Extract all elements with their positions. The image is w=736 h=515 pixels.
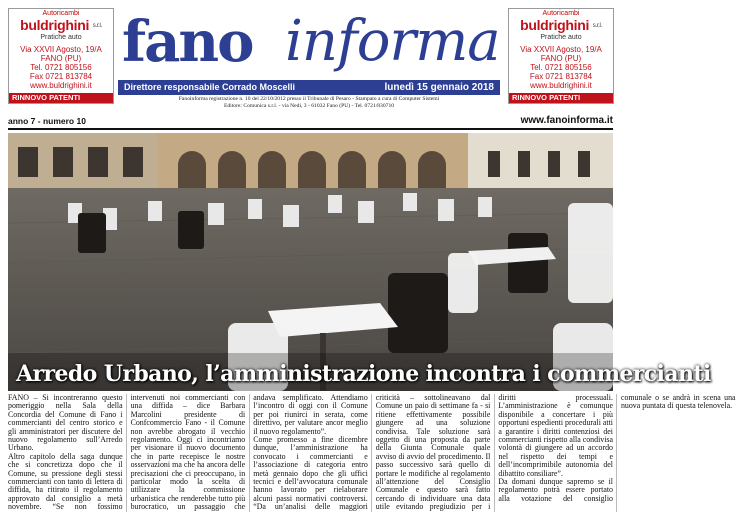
article-paragraph: Altro capitolo della saga dunque che si concretizza dopo che il Comune, su pressione degli stessi commercianti con tanto di lettera di diffida, ha ritirato il regolamento approvato dal consiglio a metà novembre. “Se non fossimo intervenuti noi commercianti con una diffida – dice Barbara Marcolini presidente di Confcommercio Fano - il Comune non avrebbe abrogato il vecchio regolamento. Oggi ci incontriamo per visionare il nuovo documento che in parte recepisce le nostre osservazioni ma che ha ancora delle precisazioni che ci preoccupano, in particolar modo la scelta di utilizzare la commissione urbanistica che renderebbe tutto più burocratico, un passaggio che andava semplificato. Attendiamo l’incontro di oggi con il Comune per poi riunirci in serata, come direttivo, per valutare ancor meglio il nuovo regolamento”. — [8, 393, 368, 512]
issue-date: lunedì 15 gennaio 2018 — [384, 82, 494, 93]
article-photo — [8, 133, 613, 391]
ad-band: RINNOVO PATENTI — [9, 93, 113, 103]
right-advertisement[interactable] — [508, 8, 614, 104]
header-divider — [8, 128, 613, 130]
ad-band: RINNOVO PATENTI — [509, 93, 613, 103]
logo-word-informa: informa — [285, 9, 500, 74]
website-link[interactable]: www.fanoinforma.it — [520, 115, 613, 126]
ad-subtitle: Pratiche auto — [40, 33, 82, 41]
publisher-line: Editore: Comunica s.r.l. - via Nedi, 3 - 61032 Fano (PU) - Tel. 0721/830710 — [223, 103, 395, 109]
ad-category: Autoricambi — [542, 10, 580, 17]
ad-brand: buldrighini s.r.l. — [20, 17, 102, 33]
registration-info — [118, 96, 500, 110]
logo-word-fano: fano — [122, 9, 253, 75]
ad-address: Via XXVII Agosto, 19/A — [20, 44, 102, 54]
ad-category: Autoricambi — [42, 10, 80, 17]
ad-city: FANO (PU) — [540, 53, 582, 63]
masthead-logo[interactable] — [120, 6, 502, 81]
ad-phone: Tel. 0721 805156 — [530, 62, 592, 72]
article-headline[interactable]: Arredo Urbano, l’amministrazione incontra i commercianti — [16, 361, 711, 387]
masthead-bar — [118, 80, 500, 95]
left-advertisement[interactable] — [8, 8, 114, 104]
article-body — [8, 393, 736, 512]
ad-address: Via XXVII Agosto, 19/A — [520, 44, 602, 54]
ad-website-link[interactable]: www.buldrighini.it — [530, 80, 592, 90]
ad-fax: Fax 0721 813784 — [529, 71, 593, 81]
piazza-photo-illustration — [8, 133, 613, 391]
ad-phone: Tel. 0721 805156 — [30, 62, 92, 72]
ad-website-link[interactable]: www.buldrighini.it — [30, 80, 92, 90]
ad-fax: Fax 0721 813784 — [29, 71, 93, 81]
director-line: Direttore responsabile Corrado Moscelli — [124, 82, 296, 92]
ad-subtitle: Pratiche auto — [540, 33, 582, 41]
article-paragraph: Da domani dunque sapremo se il regolamento potrà essere portato alla votazione del consiglio comunale o se andrà in scena una nuova puntata di questa telenovela. — [498, 393, 736, 503]
issue-number: anno 7 - numero 10 — [8, 116, 86, 126]
article-paragraph: Come promesso a fine dicembre dunque, l’amministrazione ha convocato i commercianti e l’associazione di categoria entro metà gennaio dopo che gli uffici tecnici e dell’avvocatura comunale hanno lavorato per rielaborare alcuni passi normativi controversi. “Da un’analisi delle maggiori criticità – sottolineavano dal Comune un paio di settimane fa - si ritiene effettivamente possibile giungere ad una soluzione condivisa. Tale soluzione sarà oggetto di una proposta da parte della Giunta Comunale quale avviso di avvio del procedimento. Il passo successivo sarà quello di portare le modifiche al regolamento all’attenzione del Consiglio Comunale e questo sarà fatto cercando di individuare una data utile evitando pregiudizio per i diritti processuali. L’amministrazione è comunque disponibile a concertare i più opportuni espedienti procedurali atti a garantire i diritti contenziosi dei commercianti rispetto alla condivisa volontà di giungere ad un accordo nel rispetto dei tempi e dell’incomprimibile autonomia del dibattito consiliare”. — [253, 393, 613, 512]
registration-line: Fanoinforma registrazione n. 10 del 22/10/2012 presso il Tribunale di Pesaro - Stampato a cura di Computer Sistemi — [178, 96, 440, 102]
ad-city: FANO (PU) — [40, 53, 82, 63]
ad-brand: buldrighini s.r.l. — [520, 17, 602, 33]
article-paragraph: FANO – Si incontreranno questo pomeriggio nella Sala della Concordia del Comune di Fano i commercianti del centro storico e gli amministratori per discutere del nuovo regolamento sull’Arredo Urbano. — [8, 393, 123, 453]
